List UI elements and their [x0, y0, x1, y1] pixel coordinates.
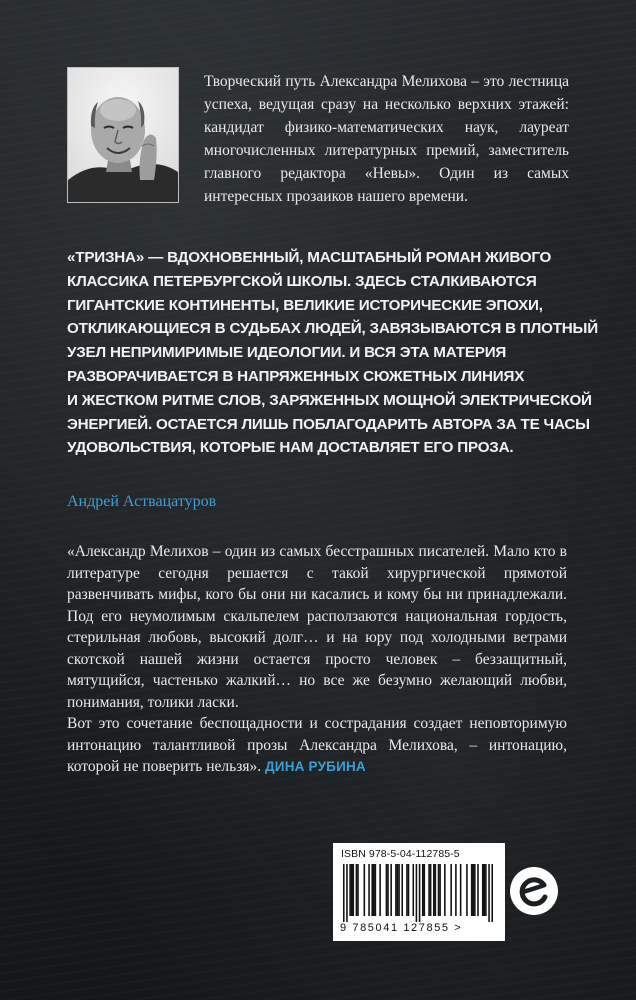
barcode-bar: [482, 864, 484, 916]
barcode-bar: [408, 864, 410, 916]
barcode-bar: [419, 864, 421, 922]
barcode-bar: [352, 864, 354, 916]
barcode-bar: [368, 864, 370, 916]
barcode-bar: [349, 864, 351, 916]
quote-text: Вот это сочетание беспощадности и сострадания создает неповторимую интонацию талантливой прозы Александра Мелихова, – интонацию, которой не поверить нельзя».: [67, 715, 567, 775]
barcode-bar: [351, 864, 353, 916]
publisher-logo-icon: [509, 866, 559, 916]
barcode-bar: [484, 864, 486, 916]
barcode-bar: [343, 864, 345, 922]
barcode-bar: [488, 864, 490, 922]
barcode-bar: [395, 864, 397, 916]
barcode-bar: [371, 864, 373, 916]
barcode-bar: [428, 864, 430, 916]
blurb-line: УЗЕЛ НЕПРИМИРИМЫЕ ИДЕОЛОГИИ. И ВСЯ ЭТА МАТЕРИЯ: [67, 344, 507, 362]
barcode-bar: [491, 864, 493, 922]
barcode-bar: [346, 864, 348, 922]
barcode-bar: [373, 864, 375, 916]
barcode-bar: [422, 864, 424, 916]
barcode-bar: [390, 864, 392, 916]
blurb-signature: Андрей Аствацатуров: [67, 493, 217, 510]
blurb-line: «ТРИЗНА» — ВДОХНОВЕННЫЙ, МАСШТАБНЫЙ РОМАН ЖИВОГО: [67, 249, 552, 266]
barcode-bar: [455, 864, 457, 916]
blurb-line: И ЖЕСТКОМ РИТМЕ СЛОВ, ЗАРЯЖЕННЫХ МОЩНОЙ ЭЛЕКТРИЧЕСКОЙ: [67, 391, 592, 409]
barcode-panel: [333, 843, 505, 941]
barcode-bar: [433, 864, 435, 916]
author-bio: Творческий путь Александра Мелихова – это лестница успеха, ведущая сразу на несколько верхних этажей: кандидат физико-математических наук, лауреат многочисленных литературных премий, заместитель главного редактора «Невы». Один из самых интересных прозаиков нашего времени.: [204, 73, 569, 205]
blurb-line: ЭНЕРГИЕЙ. ОСТАЕТСЯ ЛИШЬ ПОБЛАГОДАРИТЬ АВТОРА ЗА ТЕ ЧАСЫ: [67, 415, 590, 433]
barcode-bar: [472, 864, 474, 916]
barcode-bar: [406, 864, 408, 916]
barcode-bar: [364, 864, 366, 916]
barcode-bar: [438, 864, 440, 916]
blurb-line: УДОВОЛЬСТВИЯ, КОТОРЫЕ НАМ ДОСТАВЛЯЕТ ЕГО ПРОЗА.: [67, 439, 514, 457]
barcode-bar: [435, 864, 437, 916]
isbn-label: ISBN 978-5-04-112785-5: [341, 848, 460, 860]
barcode-bar: [357, 864, 359, 916]
barcode-bar: [398, 864, 400, 916]
barcode-bar: [466, 864, 468, 916]
barcode-bar: [450, 864, 452, 916]
author-photo: [67, 67, 179, 203]
ean-digits: 9 785041 127855 >: [340, 922, 463, 934]
barcode-bar: [397, 864, 399, 916]
barcode-bar: [444, 864, 446, 916]
barcode-bar: [356, 864, 358, 916]
barcode-bar: [375, 864, 377, 916]
barcode-bar: [401, 864, 403, 916]
barcode-bar: [485, 864, 487, 916]
barcode-bar: [430, 864, 432, 916]
barcode-bar: [439, 864, 441, 916]
barcode-bar: [477, 864, 479, 916]
blurb-line: ГИГАНТСКИЕ КОНТИНЕНТЫ, ВЕЛИКИЕ ИСТОРИЧЕСКИЕ ЭПОХИ,: [67, 296, 543, 314]
barcode-bar: [412, 864, 414, 916]
barcode-bar: [386, 864, 388, 916]
barcode-bar: [416, 864, 418, 922]
review-quote: [67, 541, 567, 778]
barcode-bar: [379, 864, 381, 916]
blurb-line: ОТКЛИКАЮЩИЕСЯ В СУДЬБАХ ЛЮДЕЙ, ЗАВЯЗЫВАЮТСЯ В ПЛОТНЫЙ: [67, 320, 598, 338]
quote-signature: ДИНА РУБИНА: [264, 759, 366, 774]
barcode-bar: [471, 864, 473, 916]
barcode-bar: [474, 864, 476, 916]
barcode-bar: [424, 864, 426, 916]
blurb-line: КЛАССИКА ПЕТЕРБУРГСКОЙ ШКОЛЫ. ЗДЕСЬ СТАЛКИВАЮТСЯ: [67, 272, 537, 290]
blurb-line: РАЗВОРАЧИВАЕТСЯ В НАПРЯЖЕННЫХ СЮЖЕТНЫХ ЛИНИЯХ: [67, 367, 525, 385]
book-blurb: [67, 246, 598, 460]
barcode-bar: [387, 864, 389, 916]
barcode-bar: [460, 864, 462, 916]
quote-paragraph-final: [67, 713, 567, 778]
barcode-bars: [343, 864, 493, 922]
author-portrait-image: [68, 68, 178, 202]
quote-paragraph: «Александр Мелихов – один из самых бесстрашных писателей. Мало кто в литературе сегодня решается с такой хирургической прямотой развенчивать мифы, кого бы они ни касались и кому бы ни принадлежали. Под его неумолимым скальпелем расползаются национальная гордость, стерильная любовь, высокий долг… и на юру под холодными ветрами скотской нашей жизни остается просто человек – беззащитный, мятущийся, частенько жалкий… но все же безумно желающий любви, понимания, толики ласки.: [67, 543, 567, 711]
